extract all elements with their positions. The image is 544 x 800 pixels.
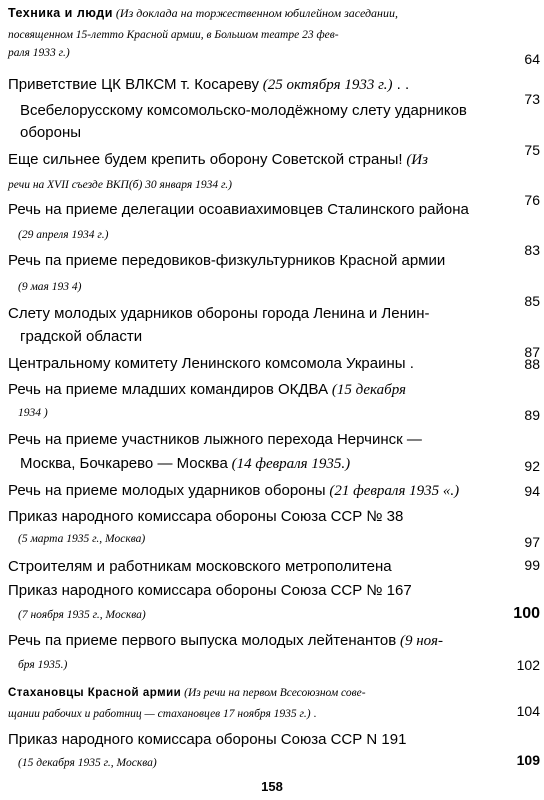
entry-page-number: 100 [513, 605, 540, 622]
entry-page-number: 73 [524, 91, 540, 107]
entry-subtitle: (Из [402, 152, 428, 168]
entry-title-cont: градской области [20, 328, 143, 345]
entry-title: Техника и люди [8, 6, 113, 20]
entry-page-number: 85 [524, 293, 540, 309]
entry-heading-line [8, 151, 428, 169]
entry-heading-line [8, 76, 409, 94]
entry-subtitle: (25 октября 1933 г.) [258, 77, 393, 93]
entry-page-number: 83 [524, 242, 540, 258]
entry-page-number: 97 [524, 534, 540, 550]
entry-subtitle-line: (15 декабря 1935 г., Москва) [18, 757, 157, 769]
entry-title: Приветствие ЦК ВЛКСМ т. Косареву [8, 76, 259, 93]
entry-page-number: 94 [524, 483, 540, 499]
entry-subtitle: (14 февраля 1935.) [227, 456, 351, 472]
entry-subtitle-line: (29 апреля 1934 г.) [18, 229, 109, 241]
entry-title: Речь на приеме делегации осоавиахимовцев Сталинского района [8, 201, 469, 218]
entry-title: Стахановцы Красной армии [8, 687, 182, 699]
entry-title: Еще сильнее будем крепить оборону Советской страны! [8, 151, 403, 168]
entry-subtitle-line: бря 1935.) [18, 659, 68, 671]
entry-heading-line [8, 381, 406, 399]
entry-leader: . . [392, 76, 410, 93]
entry-subtitle: (15 декабря [328, 382, 406, 398]
entry-heading-line [8, 482, 459, 500]
entry-heading-line [8, 707, 316, 721]
entry-heading-line [8, 632, 443, 650]
entry-title: Всебелорусскому комсомольско-молодёжному слету ударников [20, 102, 467, 119]
entry-subtitle-line: (7 ноября 1935 г., Москва) [18, 609, 146, 621]
entry-subtitle-line: посвященном 15-летто Красной армии, в Большом театре 23 фев- [8, 29, 339, 41]
entry-page-number: 102 [516, 657, 540, 673]
entry-leader: . [405, 355, 414, 372]
entry-title-cont: Москва, Бочкарево — Москва [20, 455, 228, 472]
entry-page-number: 88 [524, 356, 540, 372]
entry-heading-line [8, 4, 398, 22]
entry-subtitle: (Из речи на первом Всесоюзном сове- [181, 687, 366, 699]
entry-page-number: 75 [524, 142, 540, 158]
entry-subtitle-line: речи на XVII съезде ВКП(б) 30 января 1934 г.) [8, 179, 232, 191]
entry-subtitle-line: щании рабочих и работниц — стахановцев 17 ноября 1935 г.) [8, 708, 311, 720]
entry-page-number: 64 [524, 51, 540, 67]
entry-title: Речь па приеме первого выпуска молодых лейтенантов [8, 632, 397, 649]
entry-page-number: 87 [524, 344, 540, 360]
entry-title: Речь на приеме младших командиров ОКДВА [8, 381, 329, 398]
entry-heading-line [8, 683, 366, 702]
entry-leader: . [310, 708, 317, 720]
entry-title: Центральному комитету Ленинского комсомола Украины [8, 355, 406, 372]
entry-heading-line [8, 355, 414, 373]
entry-page-number: 89 [524, 407, 540, 423]
entry-title: Приказ народного комиссара обороны Союза ССР № 167 [8, 582, 412, 599]
entry-page-number: 76 [524, 192, 540, 208]
entry-subtitle: (21 февраля 1935 «.) [325, 483, 460, 499]
entry-subtitle-line: (5 марта 1935 г., Москва) [18, 533, 146, 545]
entry-title: Строителям и работникам московского метрополитена [8, 558, 392, 575]
entry-subtitle-line: (9 мая 193 4) [18, 281, 82, 293]
entry-title: Слету молодых ударников обороны города Ленина и Ленин- [8, 305, 430, 322]
entry-subtitle-line: 1934 ) [18, 407, 48, 419]
entry-title: Речь па приеме передовиков-физкультурников Красной армии [8, 252, 446, 269]
entry-title: Речь на приеме молодых ударников обороны [8, 482, 326, 499]
entry-title: Приказ народного комиссара обороны Союза ССР N 191 [8, 731, 407, 748]
entry-title: Речь на приеме участников лыжного перехода Нерчинск — [8, 431, 422, 448]
entry-page-number: 109 [516, 752, 540, 768]
entry-subtitle-line: раля 1933 г.) [8, 47, 70, 59]
page-number: 158 [261, 779, 283, 794]
entry-subtitle: (Из доклада на торжественном юбилейном заседании, [112, 6, 398, 20]
entry-title-cont: обороны [20, 124, 82, 141]
entry-page-number: 104 [516, 703, 540, 719]
entry-heading-line [20, 455, 350, 473]
entry-page-number: 92 [524, 458, 540, 474]
entry-title: Приказ народного комиссара обороны Союза ССР № 38 [8, 508, 404, 525]
entry-page-number: 99 [524, 557, 540, 573]
entry-subtitle: (9 ноя- [396, 633, 443, 649]
